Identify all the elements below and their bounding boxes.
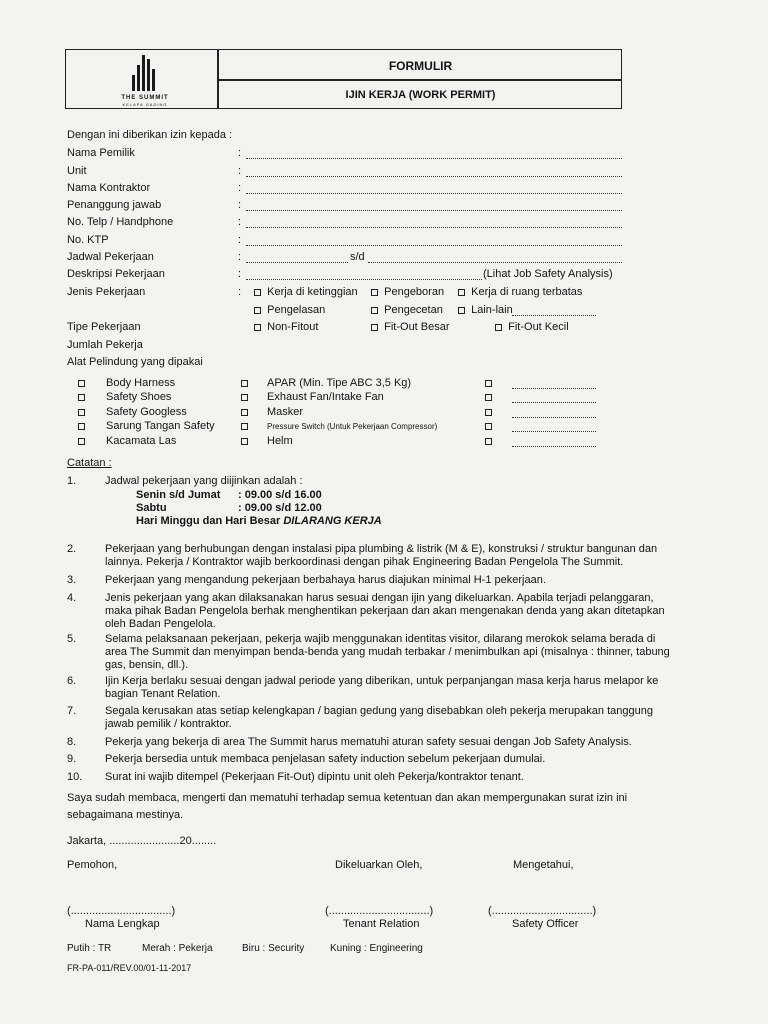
- checkbox-icon: [78, 394, 85, 401]
- colon: :: [238, 251, 242, 263]
- checkbox-icon: [371, 289, 378, 296]
- copy-distribution: Kuning : Engineering: [330, 943, 423, 954]
- apd-other-field[interactable]: [512, 387, 596, 389]
- apd-option[interactable]: [485, 406, 492, 418]
- mengetahui-label: Mengetahui,: [513, 859, 574, 871]
- pemohon-label: Pemohon,: [67, 859, 118, 871]
- tipe-option[interactable]: Non-Fitout: [254, 321, 318, 333]
- header-divider: [217, 79, 622, 81]
- field-label: Nama Kontraktor: [67, 182, 151, 194]
- apd-option[interactable]: [78, 420, 85, 432]
- field-label: Jadwal Pekerjaan: [67, 251, 154, 263]
- note-text: bagian Tenant Relation.: [105, 688, 221, 700]
- apd-label: Safety Shoes: [106, 391, 172, 403]
- jenis-option[interactable]: Pengelasan: [254, 304, 325, 316]
- deskripsi-field[interactable]: [246, 278, 482, 280]
- note-text: Surat ini wajib ditempel (Pekerjaan Fit-Out) dipintu unit oleh Pekerja/kontraktor tenant.: [105, 771, 524, 783]
- safety-officer-label: Safety Officer: [512, 918, 579, 930]
- jenis-option[interactable]: Pengeboran: [371, 286, 444, 298]
- jenis-option[interactable]: Kerja di ruang terbatas: [458, 286, 582, 298]
- colon: :: [238, 165, 242, 177]
- note-number: 6.: [67, 675, 77, 687]
- signature-line-tenant-relation[interactable]: (.................................): [325, 905, 434, 917]
- checkbox-icon: [241, 380, 248, 387]
- nama-pemilik-field[interactable]: [246, 157, 622, 159]
- apd-label: Helm: [267, 435, 293, 447]
- jsa-note: (Lihat Job Safety Analysis): [483, 268, 613, 280]
- note-text: gas, bensin, dll.).: [105, 659, 189, 671]
- apd-option[interactable]: [485, 391, 492, 403]
- apd-label: Kacamata Las: [106, 435, 177, 447]
- nama-kontraktor-field[interactable]: [246, 192, 622, 194]
- checkbox-icon: [241, 423, 248, 430]
- unit-field[interactable]: [246, 175, 622, 177]
- apd-other-field[interactable]: [512, 401, 596, 403]
- note-number: 10.: [67, 771, 83, 783]
- apd-option[interactable]: [241, 377, 248, 389]
- checkbox-icon: [458, 307, 465, 314]
- checkbox-icon: [254, 324, 261, 331]
- checkbox-icon: [78, 423, 85, 430]
- checkbox-icon: [78, 438, 85, 445]
- checkbox-icon: [78, 409, 85, 416]
- checkbox-icon: [371, 324, 378, 331]
- note-text: oleh Badan Pengelola.: [105, 618, 216, 630]
- signature-line-safety-officer[interactable]: (.................................): [488, 905, 597, 917]
- apd-other-field[interactable]: [512, 416, 596, 418]
- checkbox-icon: [241, 409, 248, 416]
- apd-option[interactable]: [241, 420, 248, 432]
- checkbox-icon: [254, 307, 261, 314]
- colon: :: [238, 286, 242, 298]
- apd-label: APAR (Min. Tipe ABC 3,5 Kg): [267, 377, 412, 389]
- note-number: 3.: [67, 574, 77, 586]
- checkbox-icon: [254, 289, 261, 296]
- copy-distribution: Putih : TR: [67, 943, 112, 954]
- form-subtitle: IJIN KERJA (WORK PERMIT): [345, 89, 496, 101]
- colon: :: [238, 234, 242, 246]
- signature-line-pemohon[interactable]: (.................................): [67, 905, 176, 917]
- declaration: sebagaimana mestinya.: [67, 809, 184, 821]
- note-number: 5.: [67, 633, 77, 645]
- schedule-sd: s/d: [350, 251, 365, 263]
- colon: :: [238, 199, 242, 211]
- apd-label: Exhaust Fan/Intake Fan: [267, 391, 384, 403]
- colon: :: [238, 147, 242, 159]
- copy-distribution: Merah : Pekerja: [142, 943, 213, 954]
- field-label: Alat Pelindung yang dipakai: [67, 356, 203, 368]
- note-number: 1.: [67, 475, 77, 487]
- tenant-relation-label: Tenant Relation: [343, 918, 420, 930]
- note-text: Jenis pekerjaan yang akan dilaksanakan harus sesuai dengan ijin yang dikeluarkan. Apabila terjadi pelanggaran,: [105, 592, 654, 604]
- checkbox-icon: [485, 380, 492, 387]
- dikeluarkan-label: Dikeluarkan Oleh,: [335, 859, 423, 871]
- field-label: No. Telp / Handphone: [67, 216, 174, 228]
- checkbox-icon: [241, 438, 248, 445]
- note-text: Selama pelaksanaan pekerjaan, pekerja wajib menggunakan identitas visitor, dilarang merokok selama berada di: [105, 633, 656, 645]
- tipe-option[interactable]: Fit-Out Kecil: [495, 321, 569, 333]
- apd-label: Masker: [267, 406, 304, 418]
- jenis-option[interactable]: Lain-lain: [458, 304, 513, 316]
- apd-option[interactable]: [485, 420, 492, 432]
- apd-other-field[interactable]: [512, 445, 596, 447]
- phone-field[interactable]: [246, 226, 622, 228]
- checkbox-icon: [485, 423, 492, 430]
- note-text: lainnya. Pekerja / Kontraktor wajib berkoordinasi dengan pihak Engineering Badan Pengelola The Summit.: [105, 556, 624, 568]
- form-title: FORMULIR: [388, 59, 453, 73]
- checkbox-icon: [485, 409, 492, 416]
- apd-option[interactable]: [78, 391, 85, 403]
- note-text: Pekerjaan yang mengandung pekerjaan berbahaya harus diajukan minimal H-1 pekerjaan.: [105, 574, 546, 586]
- apd-label: Pressure Switch (Untuk Pekerjaan Compressor): [267, 422, 438, 431]
- schedule-time: : 09.00 s/d 12.00: [238, 502, 322, 514]
- apd-option[interactable]: [241, 391, 248, 403]
- apd-label: Safety Googless: [106, 406, 187, 418]
- apd-option[interactable]: [485, 435, 492, 447]
- checkbox-icon: [371, 307, 378, 314]
- logo-subtext: KELAPA GADING: [122, 102, 168, 107]
- note-text: area The Summit dan menyimpan benda-benda yang mudah terbakar / menimbulkan api (misalnya : thinner, tabung: [105, 646, 670, 658]
- apd-option[interactable]: [78, 377, 85, 389]
- building-logo-icon: [131, 53, 159, 91]
- schedule-end-field[interactable]: [368, 261, 622, 263]
- colon: :: [238, 182, 242, 194]
- colon: :: [238, 268, 242, 280]
- apd-option[interactable]: [241, 406, 248, 418]
- lain-lain-field[interactable]: [512, 314, 596, 316]
- note-text: Jadwal pekerjaan yang diijinkan adalah :: [105, 475, 303, 487]
- declaration: Saya sudah membaca, mengerti dan mematuhi terhadap semua ketentuan dan akan mempergunakan surat izin ini: [67, 792, 628, 804]
- checkbox-icon: [458, 289, 465, 296]
- colon: :: [238, 216, 242, 228]
- checkbox-icon: [241, 394, 248, 401]
- apd-other-field[interactable]: [512, 430, 596, 432]
- note-number: 7.: [67, 705, 77, 717]
- logo-text: THE SUMMIT: [121, 95, 169, 101]
- note-number: 8.: [67, 736, 77, 748]
- intro-text: Dengan ini diberikan izin kepada :: [67, 129, 233, 141]
- apd-option[interactable]: [241, 435, 248, 447]
- note-text: Pekerja bersedia untuk membaca penjelasan safety induction sebelum pekerjaan dumulai.: [105, 753, 546, 765]
- form-code: FR-PA-011/REV.00/01-11-2017: [67, 963, 192, 973]
- checkbox-icon: [495, 324, 502, 331]
- schedule-start-field[interactable]: [246, 261, 348, 263]
- schedule-holiday: Hari Minggu dan Hari Besar DILARANG KERJA: [136, 515, 382, 527]
- checkbox-icon: [485, 438, 492, 445]
- note-text: Pekerjaan yang berhubungan dengan instalasi pipa plumbing & listrik (M & E), konstruksi / struktur bangunan dan: [105, 543, 658, 555]
- apd-label: Body Harness: [106, 377, 176, 389]
- field-label: Jenis Pekerjaan: [67, 286, 146, 298]
- nama-lengkap-label: Nama Lengkap: [85, 918, 160, 930]
- note-text: jawab pemilik / kontraktor.: [105, 718, 232, 730]
- schedule-day: Sabtu: [136, 502, 167, 514]
- copy-distribution: Biru : Security: [242, 943, 305, 954]
- field-label: Penanggung jawab: [67, 199, 162, 211]
- note-number: 9.: [67, 753, 77, 765]
- note-text: Pekerja yang bekerja di area The Summit harus mematuhi aturan safety sesuai dengan Job Safety Analysis.: [105, 736, 632, 748]
- note-number: 4.: [67, 592, 77, 604]
- field-label: Jumlah Pekerja: [67, 339, 143, 351]
- field-label: Tipe Pekerjaan: [67, 321, 141, 333]
- penanggung-jawab-field[interactable]: [246, 209, 622, 211]
- place-date[interactable]: Jakarta, .......................20........: [67, 835, 217, 847]
- jenis-option[interactable]: Pengecetan: [371, 304, 443, 316]
- schedule-time: : 09.00 s/d 16.00: [238, 489, 322, 501]
- field-label: Deskripsi Pekerjaan: [67, 268, 165, 280]
- checkbox-icon: [78, 380, 85, 387]
- tipe-option[interactable]: Fit-Out Besar: [371, 321, 450, 333]
- apd-label: Sarung Tangan Safety: [106, 420, 215, 432]
- field-label: Nama Pemilik: [67, 147, 135, 159]
- ktp-field[interactable]: [246, 244, 622, 246]
- field-label: No. KTP: [67, 234, 109, 246]
- catatan-heading: Catatan :: [67, 457, 112, 469]
- note-text: Ijin Kerja berlaku sesuai dengan jadwal periode yang diberikan, untuk perpanjangan masa kerja harus melapor ke: [105, 675, 659, 687]
- field-label: Unit: [67, 165, 87, 177]
- schedule-day: Senin s/d Jumat: [136, 489, 221, 501]
- apd-option[interactable]: [78, 435, 85, 447]
- apd-option[interactable]: [78, 406, 85, 418]
- jenis-option[interactable]: Kerja di ketinggian: [254, 286, 358, 298]
- apd-option[interactable]: [485, 377, 492, 389]
- note-text: Segala kerusakan atas setiap kelengkapan / bagian gedung yang disebabkan oleh pekerja merupakan tanggung: [105, 705, 653, 717]
- note-number: 2.: [67, 543, 77, 555]
- note-text: maka pihak Badan Pengelola berhak menghentikan pekerjaan dan akan mengenakan denda yang akan ditetapkan: [105, 605, 665, 617]
- checkbox-icon: [485, 394, 492, 401]
